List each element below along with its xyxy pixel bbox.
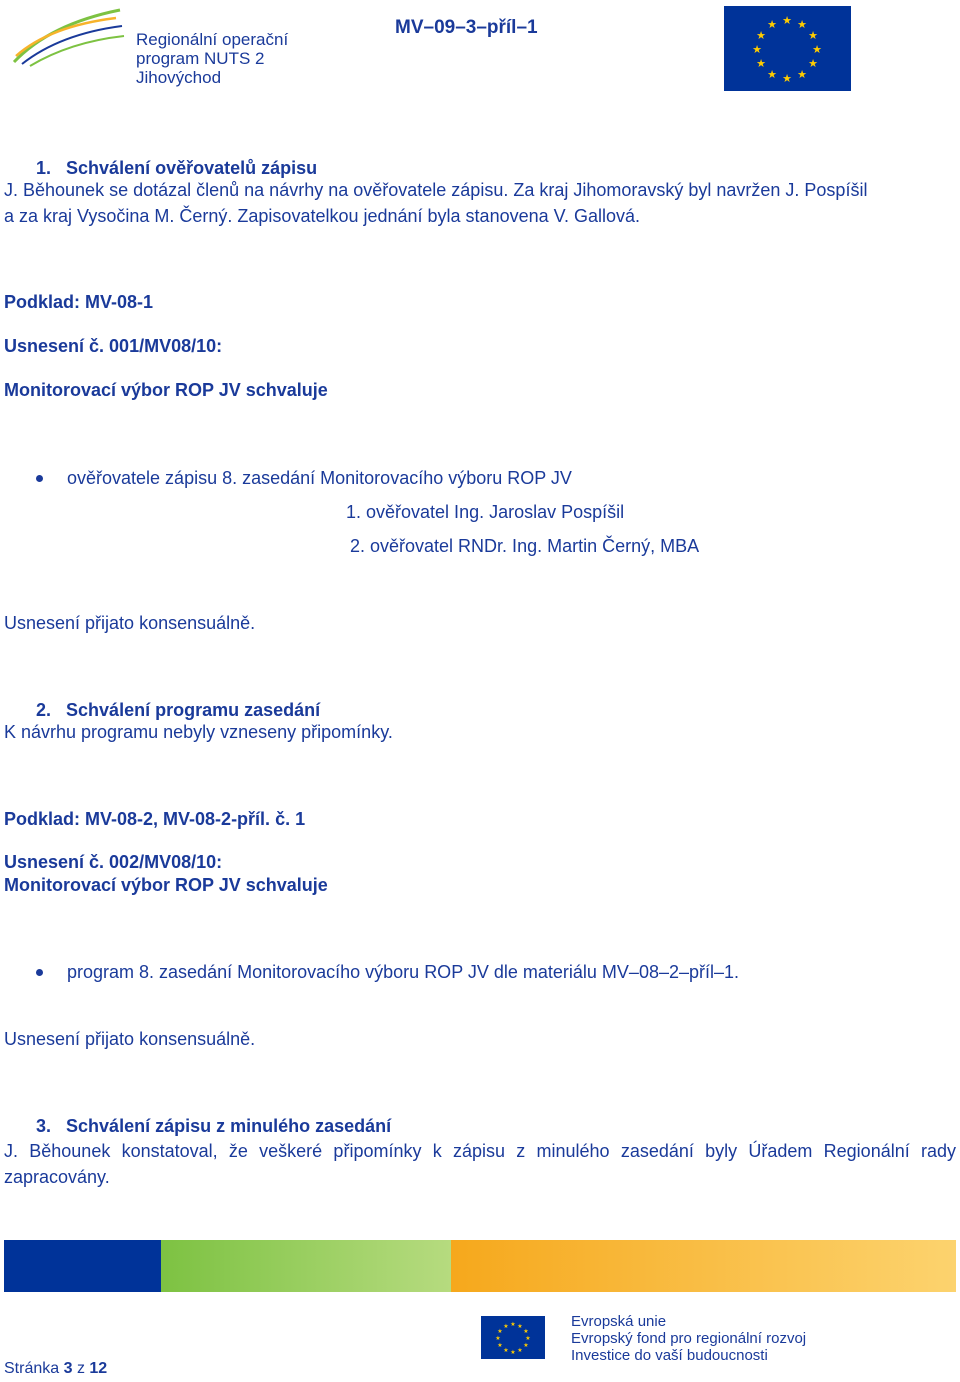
svg-text:★: ★ xyxy=(767,18,777,31)
eu-footer-flag-icon xyxy=(481,1316,545,1359)
prijato-2: Usnesení přijato konsensuálně. xyxy=(4,1029,256,1049)
svg-text:★: ★ xyxy=(503,1323,509,1330)
svg-text:★: ★ xyxy=(797,18,807,31)
section-1-paragraph xyxy=(4,179,959,227)
section-2-title: Schválení programu zasedání xyxy=(66,700,321,720)
eu-line-2: Evropský fond pro regionální rozvoj xyxy=(571,1330,807,1347)
eu-footer-text xyxy=(571,1313,806,1364)
eu-flag-icon xyxy=(724,6,851,91)
podklad-2: Podklad: MV-08-2, MV-08-2-příl. č. 1 xyxy=(4,809,306,829)
section-3-paragraph: J. Běhounek konstatoval, že veškeré připomínky k zápisu z minulého zasedání byly Úřadem Regionální rady zapracovány. xyxy=(4,1141,956,1187)
section-3-heading xyxy=(36,1115,391,1137)
eu-line-1: Evropská unie xyxy=(571,1313,667,1330)
svg-text:★: ★ xyxy=(756,29,766,42)
svg-text:★: ★ xyxy=(510,1321,516,1328)
page-current: 3 xyxy=(63,1360,73,1377)
svg-text:★: ★ xyxy=(767,68,777,81)
svg-text:★: ★ xyxy=(497,1328,503,1335)
logo-line-3: Jihovýchod xyxy=(136,68,222,87)
page-mid: z xyxy=(72,1360,90,1377)
svg-text:★: ★ xyxy=(525,1335,531,1342)
section-1-number: 1. xyxy=(36,158,52,178)
document-code: MV–09–3–příl–1 xyxy=(395,17,538,38)
bullet-icon xyxy=(36,475,43,482)
page-number xyxy=(4,1360,107,1378)
rop-logo xyxy=(10,4,310,88)
page-total: 12 xyxy=(89,1360,108,1377)
section-3-number: 3. xyxy=(36,1116,52,1136)
svg-text:★: ★ xyxy=(495,1335,501,1342)
verifier-2: 2. ověřovatel RNDr. Ing. Martin Černý, MBA xyxy=(350,536,700,556)
svg-text:★: ★ xyxy=(797,68,807,81)
bullet-2-text: program 8. zasedání Monitorovacího výboru ROP JV dle materiálu MV–08–2–příl–1. xyxy=(67,962,740,982)
svg-text:★: ★ xyxy=(517,1347,523,1354)
svg-text:★: ★ xyxy=(752,43,762,56)
verifier-1: 1. ověřovatel Ing. Jaroslav Pospíšil xyxy=(346,502,625,522)
page-prefix: Stránka xyxy=(4,1360,64,1377)
eu-line-3: Investice do vaší budoucnosti xyxy=(571,1347,768,1364)
section-1-para-line-1: J. Běhounek se dotázal členů na návrhy na ověřovatele zápisu. Za kraj Jihomoravský byl navržen J. Pospíšil xyxy=(4,180,868,200)
section-3-title: Schválení zápisu z minulého zasedání xyxy=(66,1116,392,1136)
logo-line-1: Regionální operační xyxy=(136,30,289,49)
svg-text:★: ★ xyxy=(517,1323,523,1330)
usneseni-2: Usnesení č. 002/MV08/10: xyxy=(4,852,223,872)
svg-text:★: ★ xyxy=(782,14,792,27)
svg-text:★: ★ xyxy=(812,43,822,56)
podklad-1: Podklad: MV-08-1 xyxy=(4,292,154,312)
svg-text:★: ★ xyxy=(782,72,792,85)
monitor-1: Monitorovací výbor ROP JV schvaluje xyxy=(4,380,328,400)
section-2-paragraph: K návrhu programu nebyly vzneseny připomínky. xyxy=(4,722,393,742)
svg-text:★: ★ xyxy=(510,1349,516,1356)
section-2-heading xyxy=(36,699,320,721)
bullet-1-text: ověřovatele zápisu 8. zasedání Monitorovacího výboru ROP JV xyxy=(67,468,572,488)
svg-text:★: ★ xyxy=(808,57,818,70)
section-1-title: Schválení ověřovatelů zápisu xyxy=(66,158,318,178)
logo-line-2: program NUTS 2 xyxy=(136,49,265,68)
svg-text:★: ★ xyxy=(503,1347,509,1354)
section-1-heading xyxy=(36,157,317,179)
bullet-icon xyxy=(36,969,43,976)
usneseni-1: Usnesení č. 001/MV08/10: xyxy=(4,336,223,356)
prijato-1: Usnesení přijato konsensuálně. xyxy=(4,613,256,633)
section-2-number: 2. xyxy=(36,700,52,720)
rop-logo-mark-icon xyxy=(10,4,130,74)
svg-text:★: ★ xyxy=(523,1342,529,1349)
svg-text:★: ★ xyxy=(756,57,766,70)
section-1-para-line-2: a za kraj Vysočina M. Černý. Zapisovatelkou jednání byla stanovena V. Gallová. xyxy=(4,206,641,226)
svg-text:★: ★ xyxy=(523,1328,529,1335)
monitor-2: Monitorovací výbor ROP JV schvaluje xyxy=(4,875,328,895)
svg-text:★: ★ xyxy=(808,29,818,42)
svg-text:★: ★ xyxy=(497,1342,503,1349)
